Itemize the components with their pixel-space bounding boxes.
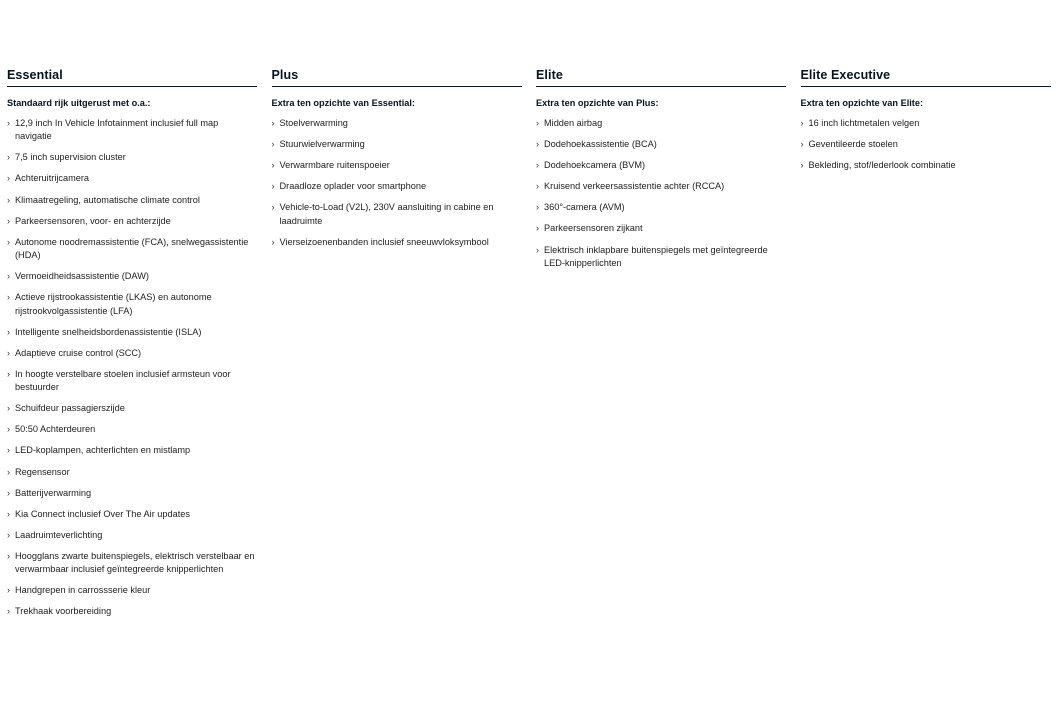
feature-text: Schuifdeur passagierszijde	[15, 403, 125, 414]
trim-intro: Extra ten opzichte van Essential:	[271, 98, 415, 108]
feature-text: Kruisend verkeersassistentie achter (RCCA)	[544, 181, 725, 192]
feature-item	[7, 444, 257, 457]
chevron-right-icon: ›	[536, 181, 539, 192]
feature-text: Kia Connect inclusief Over The Air updates	[15, 508, 190, 519]
feature-item	[536, 117, 786, 130]
chevron-right-icon: ›	[7, 173, 10, 184]
feature-text: Dodehoekassistentie (BCA)	[544, 139, 657, 150]
feature-item	[7, 605, 257, 618]
feature-item	[7, 368, 257, 395]
feature-text: 12,9 inch In Vehicle Infotainment inclusief full map navigatie	[15, 118, 219, 142]
chevron-right-icon: ›	[7, 194, 10, 205]
feature-text: Dodehoekcamera (BVM)	[544, 160, 646, 171]
chevron-right-icon: ›	[7, 347, 10, 358]
feature-text: Elektrisch inklapbare buitenspiegels met geïntegreerde LED-knipperlichten	[544, 244, 768, 268]
chevron-right-icon: ›	[536, 244, 539, 255]
feature-item	[536, 138, 786, 151]
feature-text: 16 inch lichtmetalen velgen	[808, 118, 920, 128]
feature-text: Stuurwielverwarming	[279, 139, 365, 150]
feature-item	[801, 159, 1051, 172]
feature-item	[536, 222, 786, 235]
chevron-right-icon: ›	[7, 403, 10, 414]
feature-text: Trekhaak voorbereiding	[15, 606, 112, 617]
feature-item	[7, 236, 257, 263]
feature-item	[272, 117, 522, 130]
feature-item	[7, 151, 257, 164]
feature-text: Geventileerde stoelen	[808, 139, 898, 150]
chevron-right-icon: ›	[7, 508, 10, 519]
trim-title: Plus	[272, 66, 522, 87]
feature-text: Achteruitrijcamera	[15, 173, 90, 184]
feature-item	[7, 402, 257, 415]
feature-text: Klimaatregeling, automatische climate control	[15, 194, 200, 205]
feature-text: Intelligente snelheidsbordenassistentie (ISLA)	[15, 326, 202, 337]
chevron-right-icon: ›	[536, 118, 539, 128]
feature-item	[7, 508, 257, 521]
feature-item	[801, 138, 1051, 151]
feature-text: Vierseizoenenbanden inclusief sneeuwvloksymbool	[279, 236, 489, 247]
chevron-right-icon: ›	[271, 236, 275, 247]
feature-item	[272, 138, 522, 151]
feature-text: 360°-camera (AVM)	[544, 202, 625, 213]
chevron-right-icon: ›	[271, 160, 275, 171]
chevron-right-icon: ›	[7, 445, 10, 456]
feature-text: Parkeersensoren, voor- en achterzijde	[15, 215, 171, 226]
feature-item	[7, 347, 257, 360]
chevron-right-icon: ›	[800, 139, 804, 150]
chevron-right-icon: ›	[7, 529, 10, 540]
feature-item	[7, 550, 257, 577]
chevron-right-icon: ›	[7, 487, 10, 498]
trim-column-elite-executive	[801, 66, 1051, 626]
feature-text: Vermoeidheidsassistentie (DAW)	[15, 271, 149, 282]
feature-item	[7, 466, 257, 479]
chevron-right-icon: ›	[536, 223, 539, 234]
feature-text: Parkeersensoren zijkant	[544, 223, 643, 234]
chevron-right-icon: ›	[7, 215, 10, 226]
feature-text: Batterijverwarming	[15, 487, 92, 498]
feature-text: 7,5 inch supervision cluster	[15, 152, 126, 163]
chevron-right-icon: ›	[7, 326, 10, 337]
trim-intro: Extra ten opzichte van Plus:	[536, 98, 659, 108]
feature-text: Draadloze oplader voor smartphone	[279, 181, 427, 192]
trim-column-essential	[7, 66, 257, 626]
chevron-right-icon: ›	[800, 160, 804, 171]
chevron-right-icon: ›	[7, 368, 10, 379]
trim-column-plus	[272, 66, 522, 626]
trim-title: Elite	[536, 66, 786, 87]
chevron-right-icon: ›	[7, 466, 10, 477]
feature-text: Hoogglans zwarte buitenspiegels, elektrisch verstelbaar en verwarmbaar inclusief geïntegreerde knipperlichten	[15, 550, 255, 575]
chevron-right-icon: ›	[7, 424, 10, 435]
feature-text: Stoelverwarming	[279, 118, 348, 128]
feature-text: 50:50 Achterdeuren	[15, 424, 96, 435]
chevron-right-icon: ›	[7, 292, 10, 303]
chevron-right-icon: ›	[7, 152, 10, 163]
feature-text: Handgrepen in carrossserie kleur	[15, 585, 151, 596]
chevron-right-icon: ›	[536, 160, 539, 171]
feature-text: Regensensor	[15, 466, 70, 477]
chevron-right-icon: ›	[7, 606, 10, 617]
feature-item	[801, 117, 1051, 130]
chevron-right-icon: ›	[271, 118, 275, 128]
feature-item	[7, 423, 257, 436]
feature-text: LED-koplampen, achterlichten en mistlamp	[15, 445, 191, 456]
feature-text: Verwarmbare ruitenspoeier	[279, 160, 390, 171]
feature-list	[801, 117, 1051, 172]
feature-text: Adaptieve cruise control (SCC)	[15, 347, 142, 358]
feature-text: In hoogte verstelbare stoelen inclusief armsteun voor bestuurder	[15, 368, 231, 393]
chevron-right-icon: ›	[271, 139, 275, 150]
feature-item	[536, 180, 786, 193]
feature-item	[7, 117, 257, 144]
chevron-right-icon: ›	[271, 181, 275, 192]
chevron-right-icon: ›	[536, 139, 539, 150]
feature-item	[536, 159, 786, 172]
feature-item	[7, 326, 257, 339]
feature-item	[272, 236, 522, 249]
chevron-right-icon: ›	[7, 271, 10, 282]
feature-text: Actieve rijstrookassistentie (LKAS) en autonome rijstrookvolgassistentie (LFA)	[15, 292, 212, 316]
feature-item	[7, 194, 257, 207]
feature-item	[7, 487, 257, 500]
trim-intro: Extra ten opzichte van Elite:	[800, 98, 924, 108]
trim-column-elite	[536, 66, 786, 626]
chevron-right-icon: ›	[7, 585, 10, 596]
feature-item	[272, 201, 522, 228]
feature-item	[7, 529, 257, 542]
feature-item	[7, 584, 257, 597]
feature-text: Vehicle-to-Load (V2L), 230V aansluiting in cabine en laadruimte	[279, 202, 494, 226]
feature-list	[272, 117, 522, 249]
chevron-right-icon: ›	[271, 202, 275, 213]
trim-title: Essential	[7, 66, 257, 87]
chevron-right-icon: ›	[800, 118, 804, 128]
feature-item	[7, 270, 257, 283]
chevron-right-icon: ›	[7, 118, 10, 128]
feature-item	[7, 215, 257, 228]
feature-item	[536, 201, 786, 214]
trim-intro: Standaard rijk uitgerust met o.a.:	[7, 98, 151, 108]
chevron-right-icon: ›	[7, 236, 10, 247]
trim-comparison	[7, 66, 1057, 626]
feature-item	[7, 291, 257, 318]
feature-item	[536, 244, 786, 271]
chevron-right-icon: ›	[7, 550, 10, 561]
feature-text: Autonome noodremassistentie (FCA), snelwegassistentie (HDA)	[15, 236, 249, 261]
feature-item	[7, 172, 257, 185]
trim-title: Elite Executive	[801, 66, 1051, 87]
feature-list	[7, 117, 257, 619]
feature-item	[272, 159, 522, 172]
chevron-right-icon: ›	[536, 202, 539, 213]
feature-list	[536, 117, 786, 270]
feature-text: Bekleding, stof/lederlook combinatie	[808, 160, 956, 171]
feature-item	[272, 180, 522, 193]
feature-text: Midden airbag	[544, 118, 603, 128]
feature-text: Laadruimteverlichting	[15, 529, 103, 540]
